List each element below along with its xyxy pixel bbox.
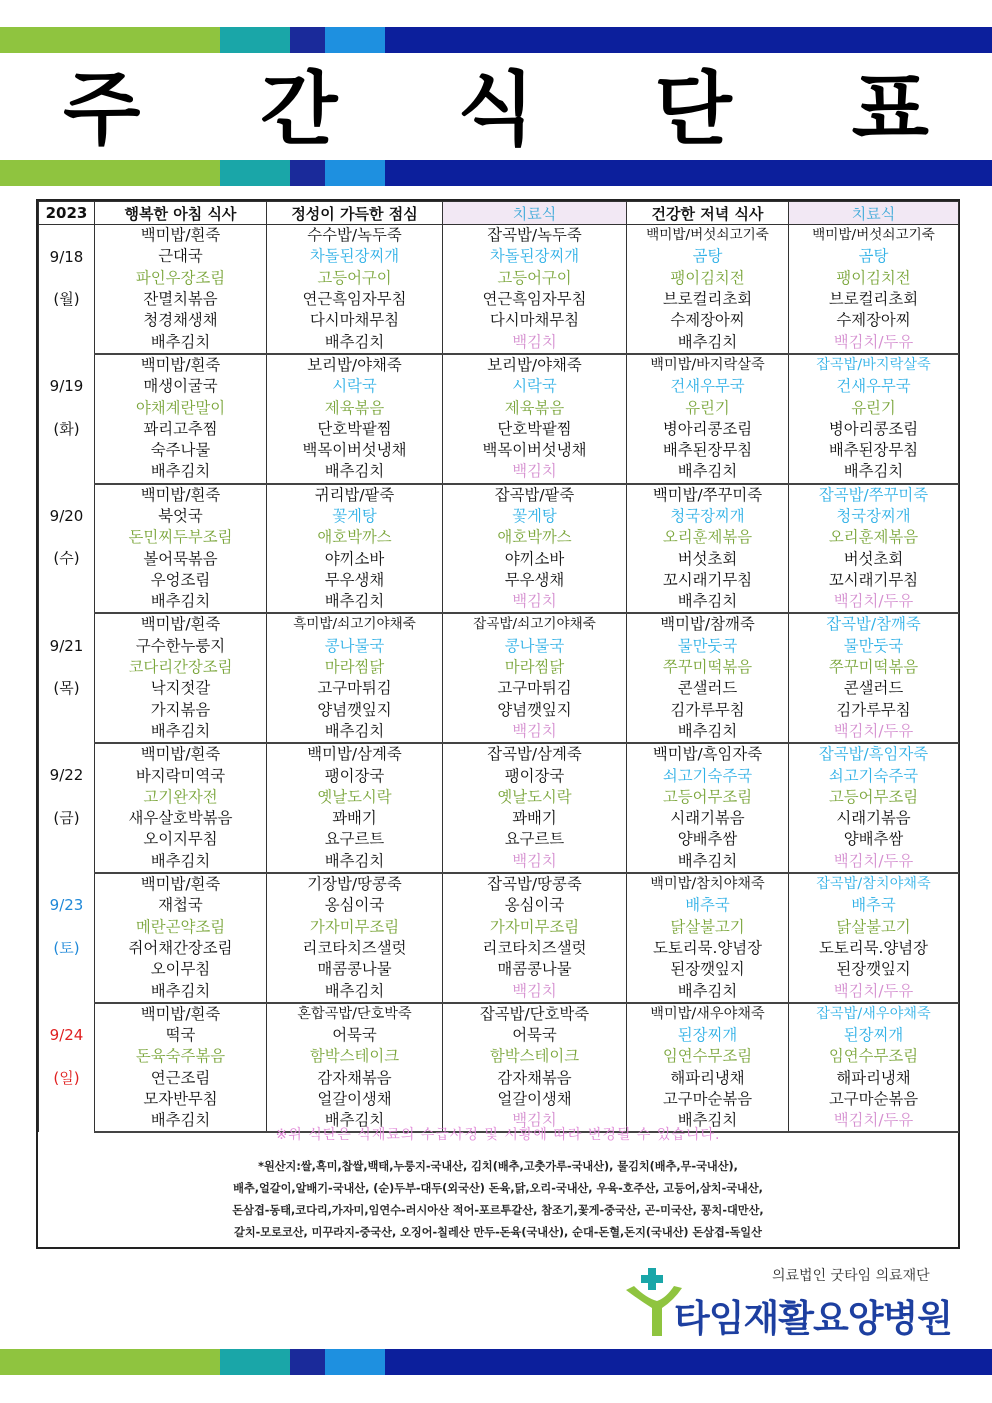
menu-item: 배추김치 <box>95 461 267 483</box>
menu-item: 요구르트 <box>443 829 627 850</box>
date-cell <box>39 484 95 614</box>
table-row <box>39 1089 959 1110</box>
top-color-bar <box>0 27 992 53</box>
menu-item: 시래기볶음 <box>627 808 789 829</box>
menu-item: 고구마순볶음 <box>627 1089 789 1110</box>
menu-item: 배추김치 <box>95 591 267 613</box>
header-breakfast: 행복한 아침 식사 <box>95 202 267 225</box>
menu-item: 어묵국 <box>443 1025 627 1046</box>
menu-item: 백김치 <box>443 331 627 353</box>
table-row <box>39 1046 959 1067</box>
table-row <box>39 1025 959 1046</box>
table-row <box>39 873 959 895</box>
menu-item: 곰탕 <box>627 246 789 267</box>
menu-item: 백김치/두유 <box>789 591 959 613</box>
table-row <box>39 721 959 743</box>
menu-item: 배추김치 <box>789 461 959 483</box>
menu-item: 야채계란말이 <box>95 397 267 418</box>
menu-item: 잡곡밥/새우야채죽 <box>789 1003 959 1025</box>
menu-item: 백목이버섯냉채 <box>267 440 443 461</box>
table-row <box>39 397 959 418</box>
menu-item: 돈육숙주볶음 <box>95 1046 267 1067</box>
menu-item: 백미밥/흰죽 <box>95 613 267 635</box>
table-header-row <box>39 202 959 225</box>
menu-item: 야끼소바 <box>443 548 627 569</box>
menu-item: 오리훈제볶음 <box>789 527 959 548</box>
day-weekday: (화) <box>53 419 80 438</box>
menu-item: 잡곡밥/바지락살죽 <box>789 354 959 376</box>
menu-item: 꽈리고추찜 <box>95 419 267 440</box>
menu-item: 배추김치 <box>95 721 267 743</box>
menu-item: 콩나물국 <box>267 636 443 657</box>
menu-item: 양배추쌈 <box>627 829 789 850</box>
menu-item: 함박스테이크 <box>267 1046 443 1067</box>
menu-item: 낙지젓갈 <box>95 678 267 699</box>
menu-item: 배추김치 <box>267 851 443 873</box>
table-row <box>39 548 959 569</box>
menu-item: 배추된장무침 <box>789 440 959 461</box>
table-row <box>39 289 959 310</box>
menu-item: 백미밥/바지락살죽 <box>627 354 789 376</box>
menu-item: 잡곡밥/단호박죽 <box>443 1003 627 1025</box>
menu-item: 고등어무조림 <box>789 787 959 808</box>
menu-item: 단호박팥찜 <box>443 419 627 440</box>
menu-item: 혼합곡밥/단호박죽 <box>267 1003 443 1025</box>
menu-item: 백김치/두유 <box>789 721 959 743</box>
menu-item: 떡국 <box>95 1025 267 1046</box>
menu-item: 쭈꾸미떡볶음 <box>627 657 789 678</box>
menu-item: 매콤콩나물 <box>443 959 627 980</box>
menu-item: 바지락미역국 <box>95 765 267 786</box>
menu-item: 수수밥/녹두죽 <box>267 225 443 247</box>
menu-item: 얼갈이생채 <box>267 1089 443 1110</box>
menu-item: 버섯초회 <box>627 548 789 569</box>
menu-change-notice: ※위 식단은 식재료의 수급사정 및 시황에 따라 변경될 수 있습니다. <box>275 1127 721 1143</box>
menu-item: 잡곡밥/쭈꾸미죽 <box>789 484 959 506</box>
menu-item: 코다리간장조림 <box>95 657 267 678</box>
menu-item: 백미밥/흰죽 <box>95 484 267 506</box>
menu-item: 메란곤약조림 <box>95 917 267 938</box>
menu-item: 새우살호박볶음 <box>95 808 267 829</box>
table-row <box>39 678 959 699</box>
origin-line: 갈치-모로코산, 미꾸라지-중국산, 오징어-칠레산 만두-돈육(국내산), 순대-돈혈,돈지(국내산) 돈삼겹-독일산 <box>234 1226 762 1239</box>
menu-item: 오리훈제볶음 <box>627 527 789 548</box>
menu-item: 잡곡밥/삼계죽 <box>443 743 627 765</box>
origin-line: 돈삼겹-동태,코다리,가자미,임연수-러시아산 적어-포르투갈산, 참조기,꽃게-중국산, 곤-미국산, 꽁치-대만산, <box>232 1204 764 1217</box>
menu-item: 가자미무조림 <box>443 917 627 938</box>
table-row <box>39 829 959 850</box>
menu-item: 옛날도시락 <box>443 787 627 808</box>
menu-item: 요구르트 <box>267 829 443 850</box>
menu-item: 백김치 <box>443 1110 627 1132</box>
menu-item: 콘샐러드 <box>627 678 789 699</box>
menu-item: 얼갈이생채 <box>443 1089 627 1110</box>
menu-item: 수제장아찌 <box>627 310 789 331</box>
menu-item: 물만둣국 <box>627 636 789 657</box>
menu-item: 청국장찌개 <box>627 506 789 527</box>
menu-item: 물만둣국 <box>789 636 959 657</box>
menu-item: 백미밥/쭈꾸미죽 <box>627 484 789 506</box>
menu-item: 배추김치 <box>95 851 267 873</box>
menu-item: 임연수무조림 <box>789 1046 959 1067</box>
table-row <box>39 938 959 959</box>
table-row <box>39 1068 959 1089</box>
menu-item: 양념깻잎지 <box>443 700 627 721</box>
table-row <box>39 743 959 765</box>
menu-item: 백미밥/버섯쇠고기죽 <box>789 225 959 247</box>
menu-item: 배추김치 <box>627 1110 789 1132</box>
menu-item: 수제장아찌 <box>789 310 959 331</box>
date-cell <box>39 873 95 1003</box>
menu-item: 보리밥/야채죽 <box>443 354 627 376</box>
day-date: 9/21 <box>49 636 84 655</box>
date-cell <box>39 354 95 484</box>
day-weekday: (목) <box>53 679 80 698</box>
menu-item: 흑미밥/쇠고기야채죽 <box>267 613 443 635</box>
origin-line: *원산지:쌀,흑미,찹쌀,백태,누룽지-국내산, 김치(배추,고춧가루-국내산), 물김치(배추,무-국내산), <box>258 1160 738 1173</box>
menu-item: 야끼소바 <box>267 548 443 569</box>
menu-item: 건새우무국 <box>627 376 789 397</box>
menu-item: 잡곡밥/팥죽 <box>443 484 627 506</box>
menu-item: 구수한누룽지 <box>95 636 267 657</box>
table-row <box>39 787 959 808</box>
header-lunch: 정성이 가득한 점심 <box>267 202 443 225</box>
menu-item: 백미밥/흰죽 <box>95 873 267 895</box>
table-row <box>39 484 959 506</box>
menu-item: 가지볶음 <box>95 700 267 721</box>
menu-item: 연근흑임자무침 <box>267 289 443 310</box>
table-row <box>39 895 959 916</box>
table-row <box>39 376 959 397</box>
menu-item: 배추김치 <box>267 721 443 743</box>
menu-item: 꼬시래기무침 <box>789 570 959 591</box>
menu-item: 잡곡밥/흑임자죽 <box>789 743 959 765</box>
menu-item: 재첩국 <box>95 895 267 916</box>
menu-item: 배추국 <box>627 895 789 916</box>
table-row <box>39 917 959 938</box>
menu-item: 브로컬리초회 <box>627 289 789 310</box>
table-row <box>39 246 959 267</box>
menu-item: 콩나물국 <box>443 636 627 657</box>
bottom-color-bar <box>0 1349 992 1375</box>
menu-item: 고등어구이 <box>443 268 627 289</box>
menu-item: 꼬시래기무침 <box>627 570 789 591</box>
menu-item: 볼어묵볶음 <box>95 548 267 569</box>
menu-item: 팽이김치전 <box>627 268 789 289</box>
menu-item: 임연수무조림 <box>627 1046 789 1067</box>
table-row <box>39 268 959 289</box>
menu-item: 귀리밥/팥죽 <box>267 484 443 506</box>
menu-item: 고구마튀김 <box>443 678 627 699</box>
menu-item: 매생이굴국 <box>95 376 267 397</box>
menu-item: 양념깻잎지 <box>267 700 443 721</box>
menu-item: 건새우무국 <box>789 376 959 397</box>
menu-item: 백미밥/흰죽 <box>95 225 267 247</box>
corporation-name: 의료법인 굿타임 의료재단 <box>772 1268 930 1284</box>
menu-item: 시락국 <box>443 376 627 397</box>
menu-item: 애호박까스 <box>267 527 443 548</box>
menu-item: 고등어구이 <box>267 268 443 289</box>
menu-item: 백미밥/흰죽 <box>95 1003 267 1025</box>
menu-item: 옹심이국 <box>443 895 627 916</box>
day-weekday: (수) <box>53 549 80 568</box>
menu-item: 백미밥/참치야채죽 <box>627 873 789 895</box>
weekly-menu-table <box>38 201 959 1133</box>
menu-item: 백목이버섯냉채 <box>443 440 627 461</box>
day-date: 9/24 <box>49 1025 84 1044</box>
menu-item: 시래기볶음 <box>789 808 959 829</box>
menu-item: 배추김치 <box>95 1110 267 1132</box>
menu-item: 고구마순볶음 <box>789 1089 959 1110</box>
table-row <box>39 440 959 461</box>
menu-item: 백김치/두유 <box>789 980 959 1002</box>
table-row <box>39 700 959 721</box>
menu-item: 곰탕 <box>789 246 959 267</box>
menu-item: 리코타치즈샐럿 <box>443 938 627 959</box>
header-dinner-diet: 치료식 <box>789 202 959 225</box>
menu-item: 꽃게탕 <box>267 506 443 527</box>
menu-item: 청국장찌개 <box>789 506 959 527</box>
menu-item: 유린기 <box>627 397 789 418</box>
menu-item: 백미밥/흰죽 <box>95 354 267 376</box>
menu-item: 유린기 <box>789 397 959 418</box>
menu-item: 백김치 <box>443 980 627 1002</box>
menu-item: 가자미무조림 <box>267 917 443 938</box>
origin-line: 배추,얼갈이,알배기-국내산, (순)두부-대두(외국산) 돈육,닭,오리-국내산, 우육-호주산, 고등어,삼치-국내산, <box>233 1182 763 1195</box>
menu-item: 북엇국 <box>95 506 267 527</box>
menu-item: 버섯초회 <box>789 548 959 569</box>
menu-item: 잡곡밥/녹두죽 <box>443 225 627 247</box>
table-row <box>39 851 959 873</box>
menu-item: 배추김치 <box>95 980 267 1002</box>
day-date: 9/22 <box>49 766 84 785</box>
page-title: 주 간 식 단 표 <box>63 63 975 156</box>
table-row <box>39 980 959 1002</box>
menu-item: 배추김치 <box>627 721 789 743</box>
menu-item: 병아리콩조림 <box>789 419 959 440</box>
menu-item: 팽이장국 <box>267 765 443 786</box>
table-row <box>39 527 959 548</box>
menu-item: 쥐어채간장조림 <box>95 938 267 959</box>
day-date: 9/18 <box>49 247 84 266</box>
menu-item: 백김치/두유 <box>789 1110 959 1132</box>
menu-item: 잡곡밥/땅콩죽 <box>443 873 627 895</box>
menu-item: 된장깻잎지 <box>789 959 959 980</box>
menu-item: 제육볶음 <box>443 397 627 418</box>
date-cell <box>39 743 95 873</box>
day-weekday: (금) <box>53 809 80 828</box>
menu-item: 잡곡밥/참깨죽 <box>789 613 959 635</box>
menu-item: 양배추쌈 <box>789 829 959 850</box>
table-row <box>39 808 959 829</box>
menu-item: 감자채볶음 <box>443 1068 627 1089</box>
menu-item: 해파리냉채 <box>789 1068 959 1089</box>
menu-item: 백미밥/참깨죽 <box>627 613 789 635</box>
menu-item: 쭈꾸미떡볶음 <box>789 657 959 678</box>
menu-item: 파인우장조림 <box>95 268 267 289</box>
menu-item: 기장밥/땅콩죽 <box>267 873 443 895</box>
table-row <box>39 1003 959 1025</box>
menu-item: 다시마채무침 <box>443 310 627 331</box>
menu-item: 백미밥/흑임자죽 <box>627 743 789 765</box>
menu-item: 숙주나물 <box>95 440 267 461</box>
menu-item: 무우생채 <box>267 570 443 591</box>
menu-item: 백미밥/새우야채죽 <box>627 1003 789 1025</box>
menu-item: 오이무침 <box>95 959 267 980</box>
menu-item: 돈민찌두부조림 <box>95 527 267 548</box>
menu-item: 백김치 <box>443 851 627 873</box>
menu-item: 단호박팥찜 <box>267 419 443 440</box>
date-cell <box>39 1003 95 1133</box>
hospital-name: 타임재활요양병원 <box>674 1297 952 1340</box>
table-row <box>39 310 959 331</box>
table-row <box>39 570 959 591</box>
menu-item: 잡곡밥/참치야채죽 <box>789 873 959 895</box>
menu-item: 백미밥/삼계죽 <box>267 743 443 765</box>
menu-item: 백미밥/버섯쇠고기죽 <box>627 225 789 247</box>
table-row <box>39 506 959 527</box>
menu-item: 매콤콩나물 <box>267 959 443 980</box>
table-row <box>39 591 959 613</box>
menu-item: 된장찌개 <box>627 1025 789 1046</box>
menu-item: 고기완자전 <box>95 787 267 808</box>
day-date: 9/19 <box>49 377 84 396</box>
header-dinner: 건강한 저녁 식사 <box>627 202 789 225</box>
menu-item: 배추김치 <box>267 331 443 353</box>
menu-item: 차돌된장찌개 <box>443 246 627 267</box>
menu-item: 모자반무침 <box>95 1089 267 1110</box>
table-row <box>39 765 959 786</box>
menu-item: 마라찜닭 <box>267 657 443 678</box>
table-row <box>39 959 959 980</box>
menu-item: 꽈배기 <box>267 808 443 829</box>
menu-item: 배추김치 <box>95 331 267 353</box>
menu-item: 도토리묵.양념장 <box>627 938 789 959</box>
menu-item: 우엉조림 <box>95 570 267 591</box>
table-row <box>39 225 959 247</box>
menu-item: 배추된장무침 <box>627 440 789 461</box>
menu-item: 도토리묵.양념장 <box>789 938 959 959</box>
menu-item: 어묵국 <box>267 1025 443 1046</box>
menu-item: 배추김치 <box>267 1110 443 1132</box>
header-year: 2023 <box>39 202 95 225</box>
menu-item: 병아리콩조림 <box>627 419 789 440</box>
menu-item: 감자채볶음 <box>267 1068 443 1089</box>
table-row <box>39 354 959 376</box>
menu-item: 옹심이국 <box>267 895 443 916</box>
menu-item: 배추국 <box>789 895 959 916</box>
menu-item: 다시마채무침 <box>267 310 443 331</box>
menu-item: 제육볶음 <box>267 397 443 418</box>
day-date: 9/20 <box>49 506 84 525</box>
table-row <box>39 461 959 483</box>
date-cell <box>39 613 95 743</box>
menu-item: 애호박까스 <box>443 527 627 548</box>
menu-item: 리코타치즈샐럿 <box>267 938 443 959</box>
menu-item: 해파리냉채 <box>627 1068 789 1089</box>
menu-item: 콘샐러드 <box>789 678 959 699</box>
menu-item: 청경채생채 <box>95 310 267 331</box>
menu-item: 연근흑임자무침 <box>443 289 627 310</box>
menu-item: 배추김치 <box>627 331 789 353</box>
menu-item: 배추김치 <box>267 591 443 613</box>
menu-item: 잡곡밥/쇠고기야채죽 <box>443 613 627 635</box>
menu-item: 고등어무조림 <box>627 787 789 808</box>
menu-item: 백김치 <box>443 591 627 613</box>
menu-item: 된장찌개 <box>789 1025 959 1046</box>
menu-item: 꽈배기 <box>443 808 627 829</box>
menu-item: 꽃게탕 <box>443 506 627 527</box>
table-row <box>39 613 959 635</box>
menu-item: 백김치 <box>443 721 627 743</box>
menu-item: 백김치/두유 <box>789 851 959 873</box>
menu-item: 백미밥/흰죽 <box>95 743 267 765</box>
header-lunch-diet: 치료식 <box>443 202 627 225</box>
menu-item: 닭살불고기 <box>789 917 959 938</box>
menu-item: 브로컬리초회 <box>789 289 959 310</box>
day-weekday: (일) <box>53 1068 80 1087</box>
menu-item: 배추김치 <box>627 980 789 1002</box>
table-row <box>39 657 959 678</box>
menu-item: 함박스테이크 <box>443 1046 627 1067</box>
menu-item: 된장깻잎지 <box>627 959 789 980</box>
day-weekday: (토) <box>53 938 80 957</box>
weekly-menu-frame <box>36 199 960 1249</box>
menu-item: 쇠고기숙주국 <box>789 765 959 786</box>
menu-item: 배추김치 <box>627 591 789 613</box>
menu-item: 잔멸치볶음 <box>95 289 267 310</box>
menu-item: 오이지무침 <box>95 829 267 850</box>
table-row <box>39 331 959 353</box>
menu-item: 보리밥/야채죽 <box>267 354 443 376</box>
menu-item: 백김치/두유 <box>789 331 959 353</box>
menu-item: 연근조림 <box>95 1068 267 1089</box>
menu-item: 무우생채 <box>443 570 627 591</box>
table-row <box>39 419 959 440</box>
menu-item: 배추김치 <box>627 851 789 873</box>
menu-item: 팽이장국 <box>443 765 627 786</box>
menu-item: 배추김치 <box>267 980 443 1002</box>
menu-item: 시락국 <box>267 376 443 397</box>
day-date: 9/23 <box>49 896 84 915</box>
menu-item: 배추김치 <box>267 461 443 483</box>
menu-item: 배추김치 <box>627 461 789 483</box>
menu-item: 백김치 <box>443 461 627 483</box>
date-cell <box>39 225 95 354</box>
day-weekday: (월) <box>53 290 80 309</box>
menu-item: 차돌된장찌개 <box>267 246 443 267</box>
origin-info <box>36 1156 960 1244</box>
menu-item: 김가루무침 <box>789 700 959 721</box>
menu-item: 쇠고기숙주국 <box>627 765 789 786</box>
menu-item: 닭살불고기 <box>627 917 789 938</box>
menu-item: 근대국 <box>95 246 267 267</box>
menu-item: 고구마튀김 <box>267 678 443 699</box>
menu-item: 옛날도시락 <box>267 787 443 808</box>
title-underline-bar <box>0 160 992 186</box>
menu-item: 팽이김치전 <box>789 268 959 289</box>
menu-item: 마라찜닭 <box>443 657 627 678</box>
table-row <box>39 636 959 657</box>
menu-body <box>39 225 959 1133</box>
menu-item: 김가루무침 <box>627 700 789 721</box>
